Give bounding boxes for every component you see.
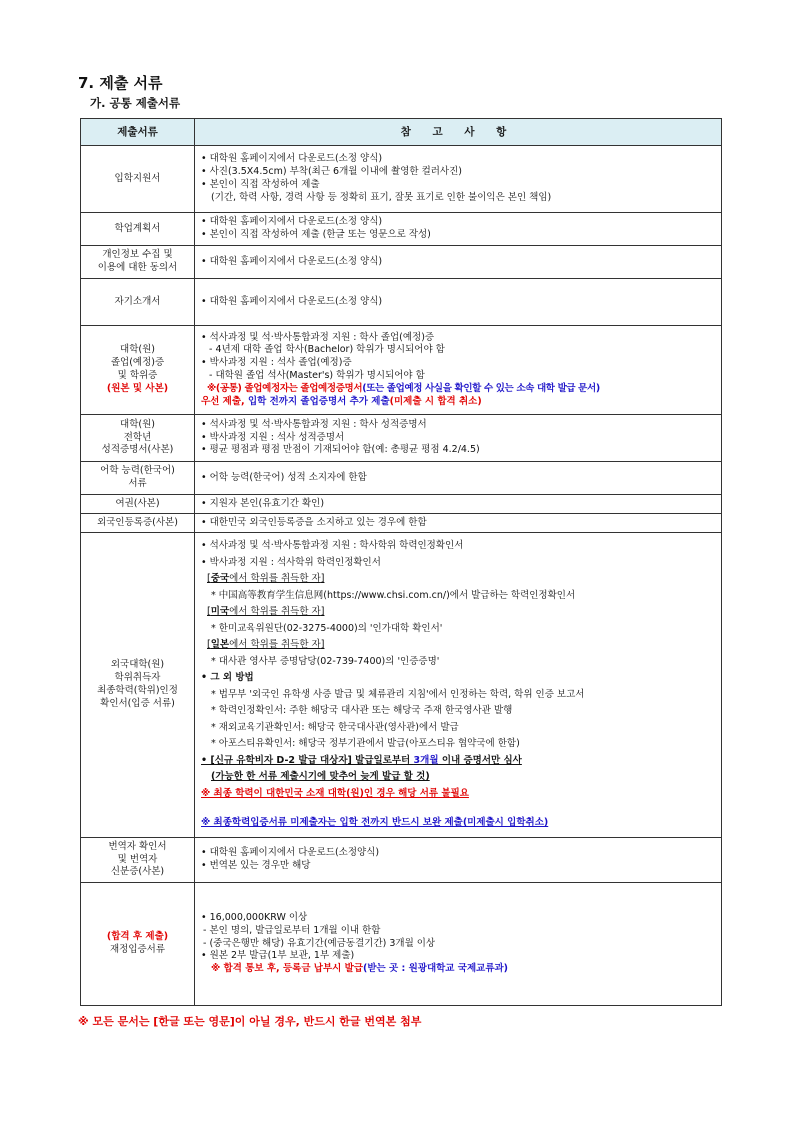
row-notes: • 대학원 홈페이지에서 다운로드(소정 양식) • 사진(3.5X4.5cm) 부착(최근 6개월 이내에 촬영한 컬러사진) • 본인이 직접 작성하여 제출 (기간, 학력 사항, 경력 사항 등 정확히 표기, 잘못 표기로 인한 불이익은 본인 책임) [195,146,722,213]
table-row [81,838,722,883]
row-label: 입학지원서 [81,146,195,213]
row-label: 번역자 확인서 및 번역자 신분증(사본) [81,838,195,883]
row-label: 여권(사본) [81,495,195,514]
table-row [81,326,722,415]
row-notes: • 어학 능력(한국어) 성적 소지자에 한함 [195,462,722,495]
column-header-documents: 제출서류 [81,119,195,146]
row-label: 대학(원) 졸업(예정)증 및 학위증 (원본 및 사본) [81,326,195,415]
row-label: 개인정보 수집 및 이용에 대한 동의서 [81,246,195,279]
table-row [81,514,722,533]
row-notes: • 대학원 홈페이지에서 다운로드(소정 양식) [195,246,722,279]
table-row [81,462,722,495]
row-notes: • 석사과정 및 석·박사통합과정 지원 : 학사 성적증명서 • 박사과정 지원 : 석사 성적증명서 • 평균 평점과 평점 만점이 기재되어야 함(예: 총평균 평점 4.2/4.5) [195,415,722,462]
row-notes: • 대학원 홈페이지에서 다운로드(소정 양식) • 본인이 직접 작성하여 제출 (한글 또는 영문으로 작성) [195,213,722,246]
section-subheading: 가. 공통 제출서류 [90,96,181,110]
footer-note: ※ 모든 문서는 [한글 또는 영문]이 아닐 경우, 반드시 한글 번역본 첨부 [78,1015,422,1028]
row-label: 어학 능력(한국어) 서류 [81,462,195,495]
row-label: (합격 후 제출) 재정입증서류 [81,883,195,1006]
section-heading: 7. 제출 서류 [78,74,163,92]
table-header-row [81,119,722,146]
row-label: 외국대학(원) 학위취득자 최종학력(학위)인정 확인서(입증 서류) [81,533,195,838]
row-notes: • 석사과정 및 석·박사통합과정 지원 : 학사학위 학력인정확인서 • 박사과정 지원 : 석사학위 학력인정확인서 [중국에서 학위를 취득한 자] * 中国高等教育学生信息网(https://www.chsi.com.cn/)에서 발급하는 학력인정확인서 [미국에서 학위를 취득한 자] * 한미교육위원단(02-3275-4000)의 '인가대학 확인서' [일본에서 학위를 취득한 자] * 대사관 영사부 증명담당(02-739-7400)의 '인증증명' • 그 외 방법 * 법무부 '외국인 유학생 사증 발급 및 체류관리 지침'에서 인정하는 학력, 학위 인증 보고서 * 학력인정확인서: 주한 해당국 대사관 또는 해당국 주재 한국영사관 발행 * 재외교육기관확인서: 해당국 한국대사관(영사관)에서 발급 * 아포스티유확인서: 해당국 정부기관에서 발급(아포스티유 협약국에 한함) • [신규 유학비자 D-2 발급 대상자] 발급일로부터 3개월 이내 증명서만 심사 (가능한 한 서류 제출시기에 맞추어 늦게 발급 할 것) ※ 최종 학력이 대한민국 소재 대학(원)인 경우 해당 서류 불필요 ※ 최종학력입증서류 미제출자는 입학 전까지 반드시 보완 제출(미제출시 입학취소) [195,533,722,838]
table-row [81,495,722,514]
table-row [81,246,722,279]
column-header-notes: 참 고 사 항 [195,119,722,146]
row-notes: • 석사과정 및 석·박사통합과정 지원 : 학사 졸업(예정)증 - 4년제 대학 졸업 학사(Bachelor) 학위가 명시되어야 함 • 박사과정 지원 : 석사 졸업(예정)증 - 대학원 졸업 석사(Master's) 학위가 명시되어야 함 ※(공통) 졸업예정자는 졸업예정증명서(또는 졸업예정 사실을 확인할 수 있는 소속 대학 발급 문서) 우선 제출, 입학 전까지 졸업증명서 추가 제출(미제출 시 합격 취소) [195,326,722,415]
row-notes: • 대한민국 외국인등록증을 소지하고 있는 경우에 한함 [195,514,722,533]
row-notes: • 16,000,000KRW 이상 - 본인 명의, 발급일로부터 1개월 이내 한함 - (중국은행만 해당) 유효기간(예금동결기간) 3개월 이상 • 원본 2부 발급(1부 보관, 1부 제출) ※ 합격 통보 후, 등록금 납부시 발급(받는 곳 : 원광대학교 국제교류과) [195,883,722,1006]
row-notes: • 대학원 홈페이지에서 다운로드(소정양식) • 번역본 있는 경우만 해당 [195,838,722,883]
row-label: 대학(원) 전학년 성적증명서(사본) [81,415,195,462]
table-row [81,279,722,326]
submission-documents-table [80,118,722,1006]
row-label: 외국인등록증(사본) [81,514,195,533]
row-label: 학업계획서 [81,213,195,246]
row-label: 자기소개서 [81,279,195,326]
table-row [81,883,722,1006]
table-row [81,213,722,246]
row-notes: • 대학원 홈페이지에서 다운로드(소정 양식) [195,279,722,326]
table-row [81,533,722,838]
table-row [81,146,722,213]
row-notes: • 지원자 본인(유효기간 확인) [195,495,722,514]
table-row [81,415,722,462]
